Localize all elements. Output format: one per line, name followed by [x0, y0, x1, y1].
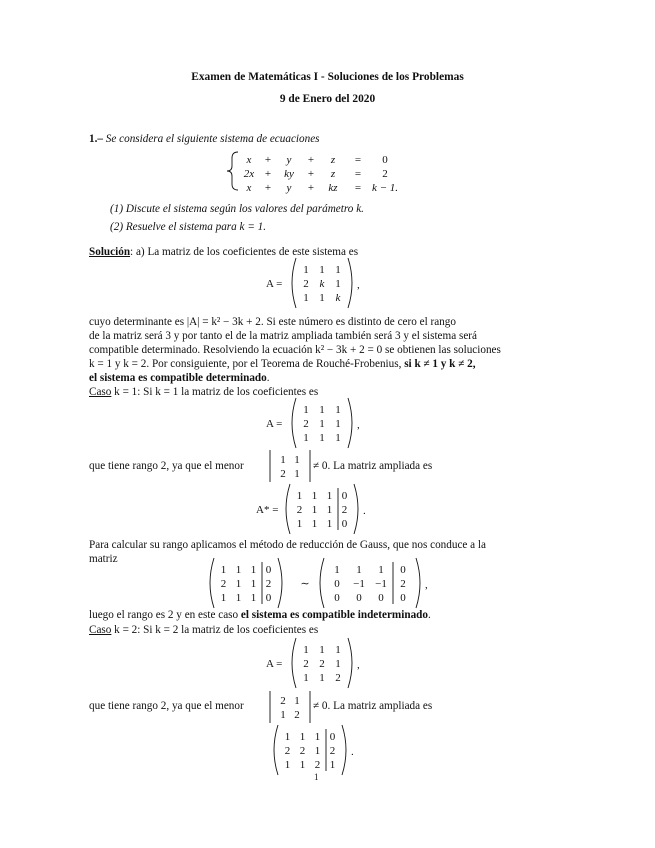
matrix-entry: 1	[220, 564, 227, 576]
matrix-entry: 1	[311, 504, 318, 516]
case1-label: Caso	[89, 386, 112, 398]
problem-part-2: (2) Resuelve el sistema para k = 1.	[110, 221, 267, 233]
matrix-entry: 1	[319, 264, 325, 276]
system-term: y	[286, 182, 292, 194]
right-paren	[348, 258, 352, 308]
matrix-entry: 1	[294, 454, 300, 466]
matrix-entry: 1	[329, 759, 336, 771]
matrix-entry: 1	[335, 278, 341, 290]
problem-number: 1.–	[89, 133, 103, 145]
matrix-entry: 1	[311, 490, 318, 502]
matrix-entry: 1	[280, 454, 286, 466]
system-term: +	[264, 168, 272, 180]
matrix-a-label: A =	[266, 418, 283, 430]
matrix-entry: 1	[296, 518, 303, 530]
case2-text: k = 2: Si k = 2 la matriz de los coeficientes es	[111, 624, 319, 636]
system-term: k − 1.	[371, 182, 399, 194]
matrix-entry: 1	[319, 404, 325, 416]
matrix-entry: 1	[235, 592, 242, 604]
period: .	[363, 505, 366, 517]
left-paren	[320, 558, 324, 608]
right-paren	[278, 558, 282, 608]
matrix-a-label: A =	[266, 278, 283, 290]
matrix-entry: 1	[299, 759, 306, 771]
matrix-entry: 0	[400, 592, 406, 604]
case2-minor-after: ≠ 0. La matriz ampliada es	[313, 700, 433, 712]
matrix-entry: 1	[235, 578, 242, 590]
matrix-entry: 1	[335, 432, 341, 444]
case2-heading	[89, 624, 318, 637]
determinant-line-1: cuyo determinante es |A| = k² − 3k + 2. Si este número es distinto de cero el rango	[89, 316, 456, 328]
system-term: z	[330, 168, 336, 180]
system-term: x	[246, 182, 252, 194]
period: .	[266, 372, 270, 384]
gauss-line-1: Para calcular su rango aplicamos el método de reducción de Gauss, que nos conduce a la	[89, 539, 487, 551]
matrix-entry: 2	[314, 759, 321, 771]
system-term: x	[246, 154, 252, 166]
left-paren	[292, 398, 296, 448]
matrix-entry: −1	[353, 578, 365, 590]
case1-heading	[89, 386, 318, 399]
problem-text: Se considera el siguiente sistema de ecuaciones	[105, 133, 320, 145]
matrix-entry: 0	[400, 564, 406, 576]
matrix-entry: 1	[314, 731, 321, 743]
right-paren	[342, 725, 346, 775]
system-term: +	[264, 154, 272, 166]
case2-minor-before: que tiene rango 2, ya que el menor	[89, 700, 244, 712]
matrix-entry: 2	[319, 658, 325, 670]
matrix-entry: 0	[334, 578, 340, 590]
conclusion-text: el sistema es compatible determinado	[89, 372, 267, 384]
comma: ,	[357, 419, 360, 431]
matrix-entry: 2	[280, 468, 286, 480]
matrix-entry: 1	[296, 490, 303, 502]
system-term: +	[307, 154, 315, 166]
system-term: =	[354, 168, 362, 180]
matrix-entry: 2	[284, 745, 291, 757]
left-paren	[292, 638, 296, 688]
matrix-entry: 0	[334, 592, 340, 604]
matrix-entry: 1	[326, 518, 333, 530]
left-paren	[292, 258, 296, 308]
matrix-entry: 1	[335, 404, 341, 416]
matrix-entry: 1	[319, 432, 325, 444]
case1-text: k = 1: Si k = 1 la matriz de los coeficientes es	[111, 386, 319, 398]
matrix-entry: 2	[303, 278, 309, 290]
matrix-entry: 1	[250, 592, 257, 604]
document-date: 9 de Enero del 2020	[279, 93, 376, 105]
matrix-entry: 1	[319, 672, 325, 684]
matrix-entry: 1	[303, 264, 309, 276]
matrix-entry: 1	[220, 592, 227, 604]
right-paren	[354, 484, 358, 534]
case1-result-bold: el sistema es compatible indeterminado	[240, 609, 428, 621]
matrix-entry: 0	[265, 564, 272, 576]
matrix-entry: 2	[299, 745, 306, 757]
matrix-entry: 1	[280, 709, 286, 721]
matrix-entry: k	[335, 292, 341, 304]
system-term: y	[286, 154, 292, 166]
system-term: +	[264, 182, 272, 194]
comma: ,	[357, 659, 360, 671]
comma: ,	[357, 279, 360, 291]
system-term: +	[307, 182, 315, 194]
solution-label: Solución	[89, 246, 131, 258]
matrix-entry: 2	[329, 745, 336, 757]
system-term: ky	[284, 168, 294, 180]
left-paren	[286, 484, 290, 534]
case1-minor-after: ≠ 0. La matriz ampliada es	[313, 460, 433, 472]
system-term: 2x	[243, 168, 255, 180]
matrix-entry: 0	[378, 592, 384, 604]
matrix-entry: 1	[303, 644, 309, 656]
matrix-entry: 0	[265, 592, 272, 604]
left-paren	[210, 558, 214, 608]
matrix-entry: 1	[335, 644, 341, 656]
rouche-line	[89, 358, 476, 371]
matrix-entry: 1	[335, 418, 341, 430]
matrix-entry: 1	[356, 564, 362, 576]
matrix-entry: 1	[284, 759, 291, 771]
system-term: =	[354, 154, 362, 166]
matrix-entry: 2	[294, 709, 300, 721]
matrix-entry: 2	[400, 578, 406, 590]
matrix-entry: 1	[326, 504, 333, 516]
case1-result-text: luego el rango es 2 y en este caso	[89, 609, 239, 621]
augmented-label: A* =	[256, 504, 279, 516]
matrix-entry: k	[319, 278, 325, 290]
matrix-entry: 2	[296, 504, 303, 516]
page-number: 1	[314, 772, 319, 782]
system-term: +	[307, 168, 315, 180]
matrix-entry: 1	[326, 490, 333, 502]
matrix-entry: 1	[294, 695, 300, 707]
matrix-entry: 1	[303, 404, 309, 416]
matrix-entry: 2	[265, 578, 272, 590]
matrix-entry: 2	[303, 418, 309, 430]
rouche-text: k = 1 y k = 2. Por consiguiente, por el Teorema de Rouché-Frobenius,	[89, 358, 402, 370]
system-term: 2	[382, 168, 388, 180]
right-paren	[348, 638, 352, 688]
rouche-condition: si k ≠ 1 y k ≠ 2,	[404, 358, 476, 370]
matrix-entry: 1	[299, 731, 306, 743]
period: .	[351, 746, 354, 758]
matrix-entry: 0	[329, 731, 336, 743]
matrix-entry: 1	[284, 731, 291, 743]
determinant-line-3: compatible determinado. Resolviendo la ecuación k² − 3k + 2 = 0 se obtienen las soluciones	[89, 344, 501, 356]
system-term: 0	[382, 154, 388, 166]
system-term: kz	[328, 182, 338, 194]
comma: ,	[425, 579, 428, 591]
matrix-entry: 2	[335, 672, 341, 684]
matrix-entry: 2	[280, 695, 286, 707]
matrix-entry: 2	[341, 504, 348, 516]
matrix-entry: 1	[311, 518, 318, 530]
matrix-a-label: A =	[266, 658, 283, 670]
matrix-entry: 2	[303, 658, 309, 670]
left-paren	[274, 725, 278, 775]
system-term: z	[330, 154, 336, 166]
problem-part-1: (1) Discute el sistema según los valores del parámetro k.	[110, 203, 364, 215]
matrix-entry: 1	[303, 292, 309, 304]
matrix-entry: 1	[303, 672, 309, 684]
document-title: Examen de Matemáticas I - Soluciones de los Problemas	[191, 71, 464, 83]
case2-label: Caso	[89, 624, 112, 636]
right-paren	[348, 398, 352, 448]
solution-intro-text: : a) La matriz de los coeficientes de este sistema es	[130, 246, 359, 258]
matrix-entry: 1	[319, 292, 325, 304]
matrix-entry: 1	[314, 745, 321, 757]
conclusion-line	[89, 372, 270, 385]
case1-result	[89, 609, 431, 622]
matrix-entry: 1	[294, 468, 300, 480]
matrix-entry: 1	[303, 432, 309, 444]
matrix-entry: −1	[375, 578, 387, 590]
matrix-entry: 0	[341, 518, 348, 530]
matrix-entry: 1	[378, 564, 384, 576]
right-paren	[416, 558, 420, 608]
matrix-entry: 1	[319, 418, 325, 430]
gauss-line-2: matriz	[89, 553, 118, 565]
case1-minor-before: que tiene rango 2, ya que el menor	[89, 460, 244, 472]
matrix-entry: 0	[356, 592, 362, 604]
matrix-entry: 1	[250, 578, 257, 590]
tilde-equivalent: ∼	[300, 578, 310, 590]
matrix-entry: 1	[235, 564, 242, 576]
system-term: =	[354, 182, 362, 194]
determinant-line-2: de la matriz será 3 y por tanto el de la matriz ampliada también será 3 y el sistema será	[89, 330, 477, 342]
matrix-entry: 1	[335, 264, 341, 276]
matrix-entry: 0	[341, 490, 348, 502]
matrix-entry: 1	[334, 564, 340, 576]
matrix-entry: 1	[250, 564, 257, 576]
matrix-entry: 1	[335, 658, 341, 670]
matrix-entry: 2	[220, 578, 227, 590]
period: .	[427, 609, 431, 621]
matrix-entry: 1	[319, 644, 325, 656]
